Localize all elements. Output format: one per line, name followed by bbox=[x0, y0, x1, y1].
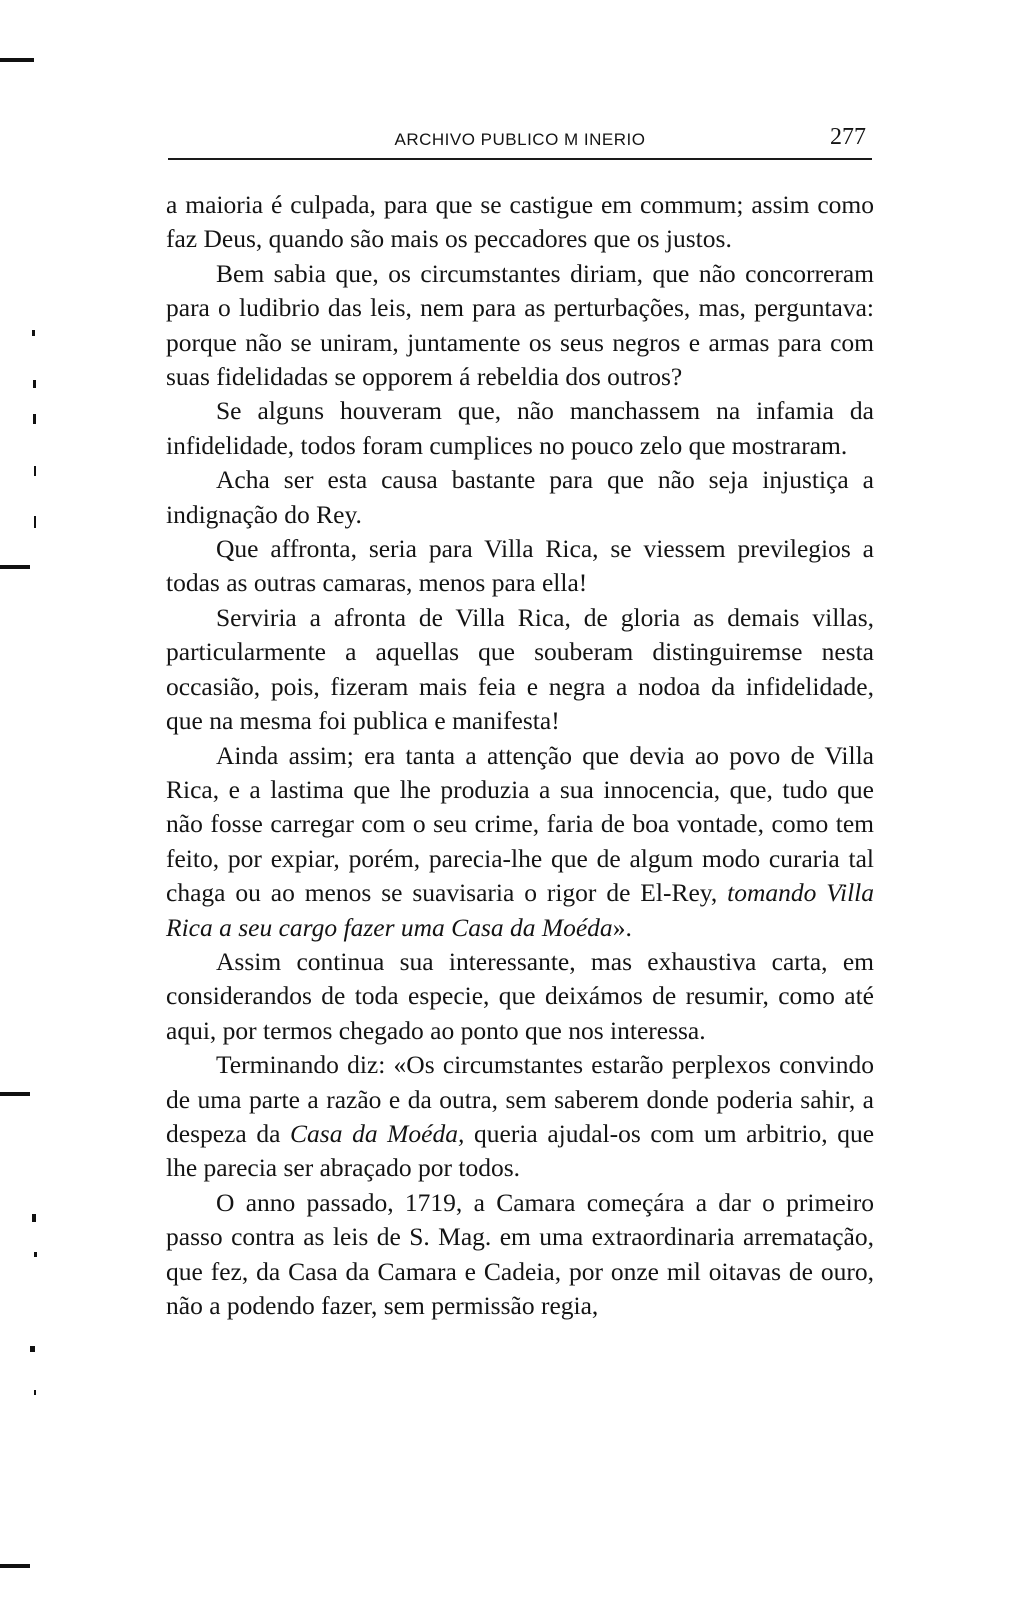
margin-mark bbox=[32, 1214, 36, 1222]
paragraph-7-tail: ». bbox=[612, 912, 632, 942]
paragraph-7 bbox=[166, 739, 874, 945]
paragraph-5: Que affronta, seria para Villa Rica, se viessem previlegios a todas as outras camaras, menos para ella! bbox=[166, 534, 874, 598]
paragraph-4: Acha ser esta causa bastante para que não seja injustiça a indignação do Rey. bbox=[166, 465, 874, 529]
paragraph-7-text: Ainda assim; era tanta a attenção que devia ao povo de Villa Rica, e a lastima que lhe produzia a sua innocencia, que, tudo que não fosse carregar com o seu crime, faria de boa vontade, como tem feito, por expiar, porém, parecia-lhe que de algum modo curaria tal chaga ou ao menos se suavisaria o rigor de El-Rey, bbox=[166, 740, 874, 908]
margin-mark bbox=[0, 58, 34, 62]
paragraph-9-text-before: Terminando diz: «Os circumstantes estarão perplexos convindo de uma parte a razão e da outra, sem saberem donde poderia sahir, a despeza da bbox=[166, 1050, 874, 1148]
running-title: ARCHIVO PUBLICO M INERIO bbox=[394, 130, 646, 149]
paragraph-2: Bem sabia que, os circumstantes diriam, que não concorreram para o ludibrio das leis, nem para as perturbações, mas, perguntava: porque não se uniram, juntamente os seus negros e armas para com suas fidelidadas se opporem á rebeldia dos outros? bbox=[166, 258, 874, 392]
body-text bbox=[166, 188, 874, 1323]
margin-mark bbox=[34, 1390, 36, 1395]
paragraph-7-italic: tomando Villa Rica a seu cargo fazer uma Casa da Moéda bbox=[166, 878, 874, 942]
margin-mark bbox=[33, 414, 36, 424]
margin-mark bbox=[33, 380, 36, 388]
paragraph-3: Se alguns houveram que, não manchassem na infamia da infidelidade, todos foram cumplices no pouco zelo que mostraram. bbox=[166, 396, 874, 460]
margin-mark bbox=[30, 1346, 35, 1352]
paragraph-9 bbox=[166, 1048, 874, 1186]
paragraph-1: a maioria é culpada, para que se castigue em commum; assim como faz Deus, quando são mais os peccadores que os justos. bbox=[166, 190, 874, 254]
header-rule bbox=[168, 158, 872, 160]
paragraph-6: Serviria a afronta de Villa Rica, de gloria as demais villas, particularmente a aquellas que souberam distinguiremse nesta occasião, pois, fizeram mais feia e negra a nodoa da infidelidade, que na mesma foi publica e manifesta! bbox=[166, 602, 874, 736]
paragraph-9-italic: Casa da Moéda, bbox=[290, 1118, 465, 1148]
margin-mark bbox=[34, 1252, 37, 1257]
paragraph-9-text-after: queria ajudal-os com um arbitrio, que lhe parecia ser abraçado por todos. bbox=[166, 1118, 875, 1183]
margin-mark bbox=[32, 330, 35, 336]
margin-mark bbox=[0, 1092, 30, 1096]
margin-mark bbox=[0, 565, 30, 569]
running-header bbox=[168, 124, 872, 154]
page-number: 277 bbox=[830, 124, 866, 150]
margin-mark bbox=[0, 1564, 30, 1568]
paragraph-8: Assim continua sua interessante, mas exhaustiva carta, em considerandos de toda especie, que deixámos de resumir, como até aqui, por termos chegado ao ponto que nos interessa. bbox=[166, 946, 874, 1045]
margin-mark bbox=[34, 466, 36, 476]
margin-mark bbox=[34, 516, 36, 528]
paragraph-10: O anno passado, 1719, a Camara começára a dar o primeiro passo contra as leis de S. Mag. em uma extraordinaria arrematação, que fez, da Casa da Camara e Cadeia, por onze mil oitavas de ouro, não a podendo fazer, sem permissão regia, bbox=[166, 1187, 874, 1320]
